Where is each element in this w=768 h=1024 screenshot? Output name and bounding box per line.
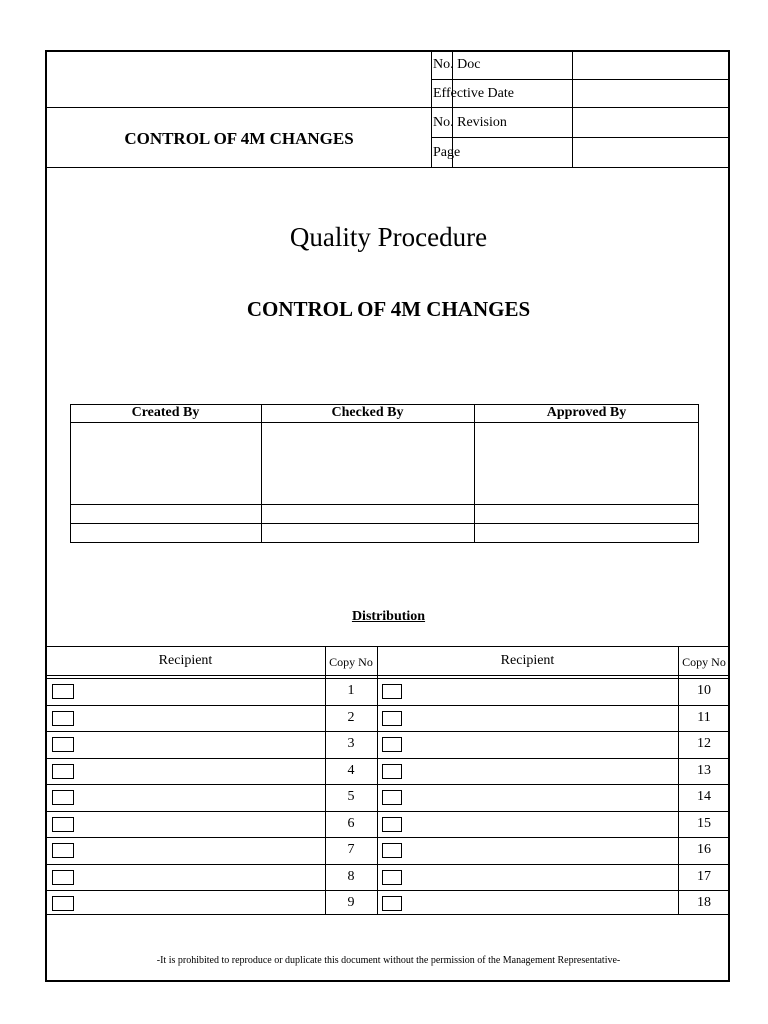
signature-col-line xyxy=(474,404,475,543)
approved-by-header: Approved By xyxy=(546,405,627,420)
checked-by-header: Checked By xyxy=(331,405,404,420)
recipient-checkbox[interactable] xyxy=(52,817,74,832)
recipient-checkbox[interactable] xyxy=(382,843,402,858)
recipient-checkbox[interactable] xyxy=(52,764,74,779)
copy-number: 17 xyxy=(697,868,711,884)
field-no-revision: No. Revision xyxy=(433,115,507,130)
distribution-header-line xyxy=(46,675,730,676)
distribution-header-line xyxy=(46,678,730,679)
copy-number: 7 xyxy=(347,842,355,857)
recipient-checkbox[interactable] xyxy=(382,684,402,699)
recipient-header-right: Recipient xyxy=(500,653,555,668)
copy-number: 15 xyxy=(697,815,711,831)
copy-no-header-right: Copy No xyxy=(682,655,726,669)
distribution-row-line xyxy=(46,758,730,759)
recipient-checkbox[interactable] xyxy=(382,870,402,885)
header-row-line xyxy=(431,137,730,138)
recipient-checkbox[interactable] xyxy=(52,843,74,858)
recipient-checkbox[interactable] xyxy=(52,790,74,805)
copy-number: 12 xyxy=(697,736,711,751)
distribution-row-line xyxy=(46,837,730,838)
copy-number: 2 xyxy=(347,709,355,725)
recipient-checkbox[interactable] xyxy=(382,817,402,832)
signature-header-line xyxy=(70,422,699,423)
copy-number: 3 xyxy=(347,736,355,751)
distribution-title: Distribution xyxy=(351,609,426,624)
recipient-checkbox[interactable] xyxy=(52,711,74,726)
signature-row-line xyxy=(70,523,699,524)
recipient-checkbox[interactable] xyxy=(382,711,402,726)
distribution-bottom-line xyxy=(46,914,730,915)
copy-number: 16 xyxy=(697,842,711,857)
distribution-row-line xyxy=(46,784,730,785)
field-page: Page xyxy=(433,145,461,160)
recipient-checkbox[interactable] xyxy=(382,737,402,752)
created-by-header: Created By xyxy=(131,405,200,420)
copy-number: 11 xyxy=(697,709,711,725)
header-mid-line-left xyxy=(46,107,431,108)
recipient-checkbox[interactable] xyxy=(382,896,402,911)
page-heading: Quality Procedure xyxy=(289,222,488,252)
recipient-checkbox[interactable] xyxy=(52,684,74,699)
signature-col-line xyxy=(261,404,262,543)
recipient-checkbox[interactable] xyxy=(52,737,74,752)
copy-number: 13 xyxy=(697,762,711,778)
copy-no-header-left: Copy No xyxy=(329,655,373,669)
distribution-row-line xyxy=(46,811,730,812)
header-value-divider xyxy=(572,51,573,168)
recipient-checkbox[interactable] xyxy=(52,870,74,885)
footer-notice: -It is prohibited to reproduce or duplicate this document without the permission of the Management Representative- xyxy=(156,955,621,966)
recipient-checkbox[interactable] xyxy=(382,790,402,805)
copy-number: 18 xyxy=(697,895,711,910)
signature-row-line xyxy=(70,504,699,505)
copy-number: 8 xyxy=(347,868,355,884)
recipient-header-left: Recipient xyxy=(158,653,213,668)
header-row-line xyxy=(431,79,730,80)
copy-number: 1 xyxy=(347,683,355,698)
copy-number: 9 xyxy=(347,895,355,910)
header-row-line xyxy=(431,107,730,108)
recipient-checkbox[interactable] xyxy=(382,764,402,779)
header-title: CONTROL OF 4M CHANGES xyxy=(124,129,354,148)
header-divider xyxy=(431,51,432,168)
distribution-row-line xyxy=(46,890,730,891)
distribution-row-line xyxy=(46,705,730,706)
distribution-row-line xyxy=(46,731,730,732)
copy-number: 6 xyxy=(347,815,355,831)
copy-number: 10 xyxy=(697,683,711,698)
distribution-row-line xyxy=(46,864,730,865)
distribution-col-line xyxy=(377,646,378,914)
distribution-top-line xyxy=(46,646,730,647)
copy-number: 5 xyxy=(347,789,355,804)
field-effective-date: Effective Date xyxy=(433,86,514,101)
copy-number: 14 xyxy=(697,789,711,804)
recipient-checkbox[interactable] xyxy=(52,896,74,911)
field-no-doc: No. Doc xyxy=(433,57,481,72)
copy-number: 4 xyxy=(347,762,355,778)
document-title: CONTROL OF 4M CHANGES xyxy=(246,297,531,321)
header-bottom-line xyxy=(46,167,730,168)
